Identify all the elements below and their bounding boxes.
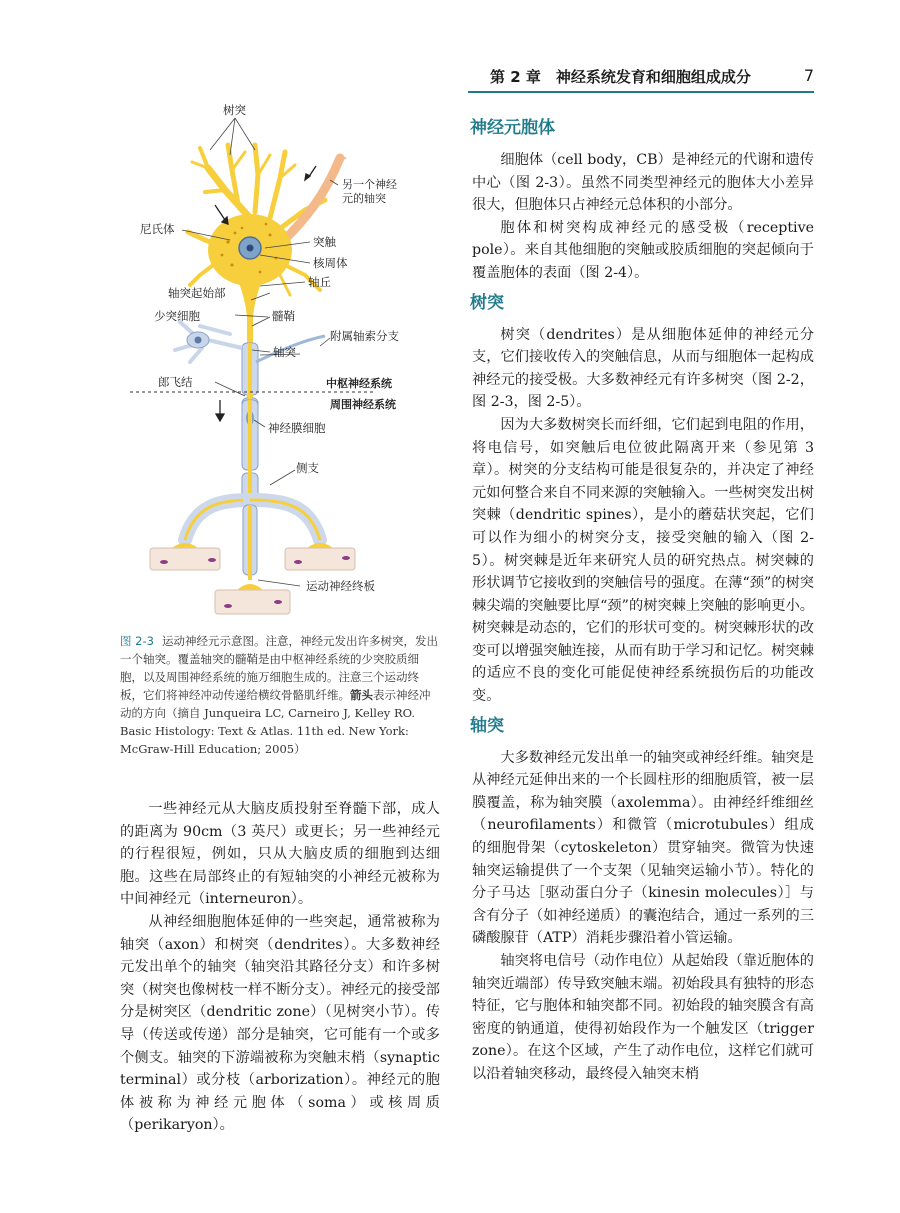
label-nissl: 尼氏体	[140, 222, 175, 236]
label-other-axon-2: 元的轴突	[342, 192, 386, 205]
label-initial-segment: 轴突起始部	[168, 286, 226, 300]
paragraph: 因为大多数树突长而纤细，它们起到电阻的作用，将电信号，如突触后电位彼此隔离开来（参见第 3 章）。树突的分支结构可能是很复杂的，并决定了神经元如何整合来自不同来源的突触输入。一些树突发出树突棘（dendritic spines），是小的蘑菇状突起，它们可以作为细小的树突分支，接受突触的输入（图 2-5）。树突棘是近年来研究人员的研究热点。树突棘的形状调节它接收到的突触信号的强度。在薄“颈”的树突棘尖端的突触要比厚“颈”的树突棘上突触的影响更小。树突棘是动态的，它们的形状可变的。树突棘形状的改变可以增强突触连接，从而有助于学习和记忆。树突棘的适应不良的变化可能促使神经系统损伤后的功能改变。	[472, 416, 814, 705]
label-myelin: 髓鞘	[272, 309, 295, 323]
label-collateral-branch: 附属轴索分支	[330, 329, 399, 343]
label-perikaryon: 核周体	[313, 256, 348, 270]
label-axon-hillock: 轴丘	[308, 275, 331, 289]
header-rule	[468, 91, 814, 93]
left-column	[120, 798, 440, 1137]
label-motor-end-plate: 运动神经终板	[306, 579, 375, 593]
axon-initial-segment	[247, 318, 253, 343]
running-header	[468, 66, 814, 88]
axon-main-lower-core	[248, 505, 252, 580]
paragraph: 从神经细胞胞体延伸的一些突起，通常被称为轴突（axon）和树突（dendrites）。大多数神经元发出单个的轴突（轴突沿其路径分支）和许多树突（树突也像树枝一样不断分支）。神经元的接受部分是树突区（dendritic zone）（见树突小节）。传导（传送或传递）部分是轴突，它可能有一个或多个侧支。轴突的下游端被称为突触末梢（synaptic terminal）或分枝（arborization）。神经元的胞体被称为神经元胞体（soma）或核周质（perikaryon）。	[120, 913, 440, 1134]
paragraph: 胞体和树突构成神经元的感受极（receptive pole）。来自其他细胞的突触或胶质细胞的突起倾向于覆盖胞体的表面（图 2-4）。	[472, 219, 814, 281]
section-title-dendrites: 树突	[470, 292, 504, 313]
caption-arrow-text: 表示神经冲动的方向（摘自 Junqueira LC, Carneiro J, Kelley RO. Basic Histology: Text & Atlas. 11th ed. New York: McGraw-Hill Education; 2005）	[120, 688, 431, 756]
oligodendrocyte	[175, 322, 242, 362]
label-collateral: 侧支	[296, 461, 319, 475]
paragraph: 轴突将电信号（动作电位）从起始段（靠近胞体的轴突近端部）传导致突触末端。初始段具有独特的形态特征，它与胞体和轴突都不同。初始段的轴突膜含有高密度的钠通道，使得初始段作为一个触发区（trigger zone）。在这个区域，产生了动作电位，这样它们就可以沿着轴突移动，最终侵入轴突末梢	[472, 953, 814, 1082]
figure-caption	[120, 632, 438, 758]
chapter-title: 第 2 章 神经系统发育和细胞组成成分	[490, 68, 751, 86]
paragraph: 一些神经元从大脑皮质投射至脊髓下部，成人的距离为 90cm（3 英尺）或更长；另一些神经元的行程很短，例如，只从大脑皮质的细胞到达细胞。这些在局部终止的有短轴突的小神经元被称为中间神经元（interneuron）。	[120, 801, 440, 908]
paragraph: 细胞体（cell body，CB）是神经元的代谢和遗传中心（图 2-3）。虽然不同类型神经元的胞体大小差异很大，但胞体只占神经元总体积的小部分。	[472, 152, 814, 214]
label-pns: 周围神经系统	[330, 398, 396, 411]
axon-hillock	[238, 280, 262, 320]
label-other-axon-1: 另一个神经	[342, 178, 397, 191]
page-number: 7	[803, 66, 814, 85]
label-oligodendrocyte: 少突细胞	[154, 309, 200, 323]
caption-arrow-term: 箭头	[350, 688, 373, 702]
label-cns: 中枢神经系统	[326, 377, 392, 390]
paragraph: 树突（dendrites）是从细胞体延伸的神经元分支，它们接收传入的突触信息，从而与细胞体一起构成神经元的接受极。大多数神经元有许多树突（图 2-2，图 2-3，图 2-5）。	[472, 326, 814, 411]
label-dendrites: 树突	[223, 103, 246, 117]
label-axon: 轴突	[273, 345, 296, 359]
figure-label: 图 2-3	[120, 634, 154, 648]
nucleolus	[247, 245, 254, 252]
label-synapse: 突触	[313, 235, 336, 249]
section-title-axon: 轴突	[470, 715, 504, 736]
right-column	[472, 110, 814, 1086]
neuron-diagram	[120, 100, 440, 625]
label-ranvier: 郎飞结	[158, 375, 193, 389]
neuron-figure	[120, 100, 440, 625]
section-title-soma: 神经元胞体	[470, 118, 555, 138]
label-schwann: 神经膜细胞	[268, 421, 326, 435]
impulse-arrows	[215, 166, 316, 421]
caption-text: 运动神经元示意图。注意，神经元发出许多树突，发出一个轴突。覆盖轴突的髓鞘是由中枢神经系统的少突胶质细胞，以及周围神经系统的施万细胞生成的。注意三个运动终板，它们将神经冲动传递给横纹骨骼肌纤维。	[120, 634, 438, 702]
paragraph: 大多数神经元发出单一的轴突或神经纤维。轴突是从神经元延伸出来的一个长圆柱形的细胞质管，被一层膜覆盖，称为轴突膜（axolemma）。由神经纤维细丝（neurofilaments）和微管（microtubules）组成的细胞骨架（cytoskeleton）贯穿轴突。微管为快速轴突运输提供了一个支架（见轴突运输小节）。特化的分子马达［驱动蛋白分子（kinesin molecules）］与含有分子（如神经递质）的囊泡结合，通过一系列的三磷酸腺苷（ATP）消耗步骤沿着小管运输。	[472, 749, 814, 947]
